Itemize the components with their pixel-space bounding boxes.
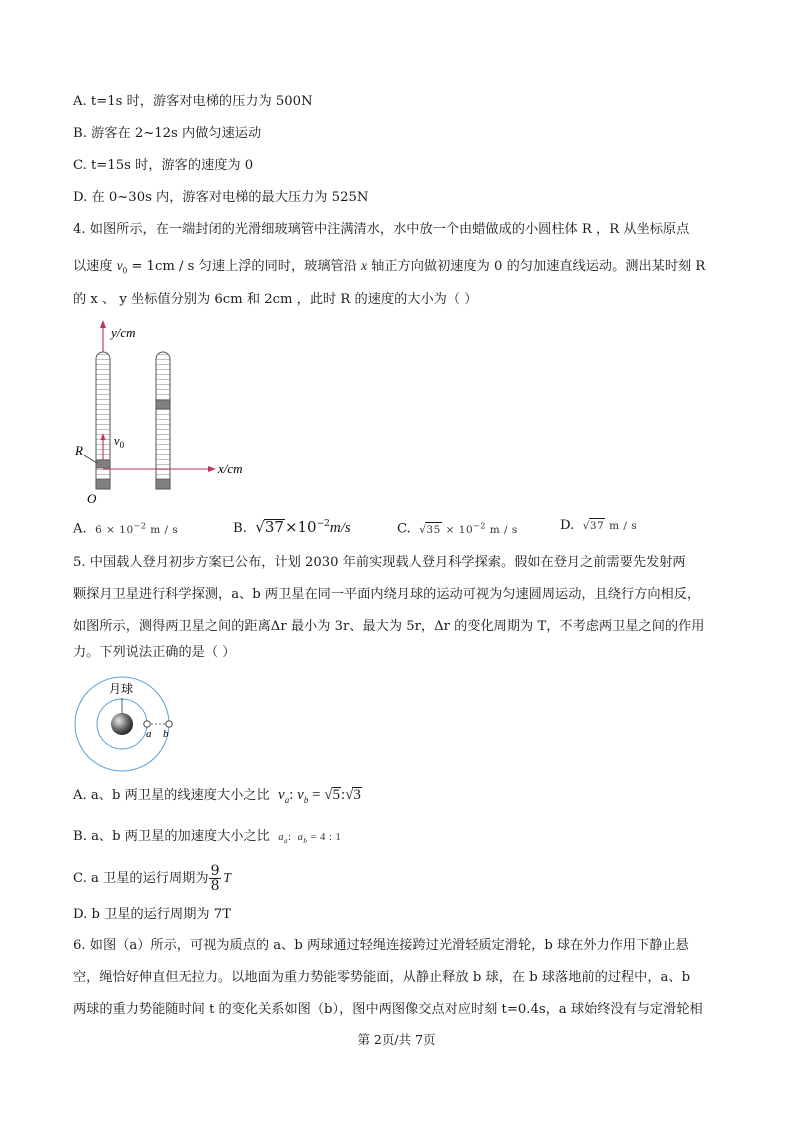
satellite-b-label: b [163, 728, 169, 740]
q4-option-b: B. $√37\times 10^{-2}m/s$ [233, 518, 351, 536]
q3-option-a: A. t=1s 时，游客对电梯的压力为 500N [73, 94, 313, 109]
q5-stem-line1: 5. 中国载人登月初步方案已公布，计划 2030 年前实现载人登月科学探索。假如在登月之前需要先发射两 [73, 555, 686, 570]
q5-option-a: A. a、b 两卫星的线速度大小之比 $v_a$: $v_b$ = √5:√3 [73, 787, 361, 805]
q4-line2-b: 匀速上浮的同时，玻璃管沿 [194, 259, 362, 274]
moon-icon [111, 713, 133, 735]
q5-option-b: B. a、b 两卫星的加速度大小之比 $a_a$: $a_b = 4$ : 1 [73, 829, 342, 846]
satellite-b-icon [166, 721, 172, 727]
q5-orbit-figure [72, 674, 182, 774]
x-axis-symbol: x [361, 258, 367, 273]
r-label: R [75, 443, 83, 458]
q4-option-d: D. √37 m / s [560, 518, 638, 533]
q4-stem-line3: 的 x 、 y 坐标值分别为 6cm 和 2cm ，此时 R 的速度的大小为（ ） [73, 292, 478, 307]
tube-left-cap [96, 479, 110, 489]
x-axis-label: x/cm [218, 461, 243, 476]
moon-label: 月球 [109, 682, 134, 696]
q5-option-c: C. a 卫星的运行周期为 $\frac{9}{8}$ T [73, 863, 231, 894]
wax-cylinder-later [156, 400, 170, 409]
y-axis-label: y/cm [111, 325, 136, 340]
q5-stem-line3: 如图所示，测得两卫星之间的距离Δr 最小为 3r、最大为 5r，Δr 的变化周期为 T，不考虑两卫星之间的作用 [73, 619, 705, 634]
q6-stem-line1: 6. 如图（a）所示，可视为质点的 a、b 两球通过轻绳连接跨过光滑轻质定滑轮，b 球在外力作用下静止悬 [73, 938, 689, 953]
satellite-a-label: a [146, 728, 152, 740]
q3-option-b: B. 游客在 2~12s 内做匀速运动 [73, 126, 262, 141]
q4-line2-c: 轴正方向做初速度为 0 的匀加速直线运动。测出某时刻 R [366, 259, 706, 274]
v0-label: $v_0$ [114, 434, 125, 450]
tube-right-cap [156, 479, 170, 489]
q6-stem-line2: 空，绳恰好伸直但无拉力。以地面为重力势能零势能面，从静止释放 b 球，在 b 球落地前的过程中，a、b [73, 970, 691, 985]
y-axis-arrow-icon [100, 320, 106, 328]
v0-symbol: $v_0$ [116, 258, 128, 276]
r-leader-line [84, 455, 97, 463]
q4-option-c: C. $√35 \times 10^{-2}$ m / s [397, 521, 518, 537]
q4-line2-a: 以速度 [73, 259, 117, 274]
satellite-a-icon [144, 721, 150, 727]
q5-stem-line2: 颗探月卫星进行科学探测，a、b 两卫星在同一平面内绕月球的运动可视为匀速圆周运动，且绕行方向相反， [73, 587, 701, 602]
q5-option-d: D. b 卫星的运行周期为 7T [73, 907, 231, 922]
q6-stem-line3: 两球的重力势能随时间 t 的变化关系如图（b），图中两图像交点对应时刻 t=0.4s，a 球始终没有与定滑轮相 [73, 1002, 703, 1017]
q3-option-c: C. t=15s 时，游客的速度为 0 [73, 158, 254, 173]
origin-label: O [87, 491, 97, 506]
q3-option-d: D. 在 0~30s 内，游客对电梯的最大压力为 525N [73, 190, 369, 205]
q4-stem-line1: 4. 如图所示，在一端封闭的光滑细玻璃管中注满清水，水中放一个由蜡做成的小圆柱体 R ，R 从坐标原点 [73, 222, 690, 237]
q4-option-a: A. $6 \times 10^{-2}$ m / s [73, 521, 179, 537]
q5-stem-line4: 力。下列说法正确的是（ ） [73, 645, 236, 660]
wax-cylinder-r [96, 460, 110, 468]
q4-stem-line2 [73, 257, 705, 280]
x-axis-arrow-icon [208, 466, 216, 472]
page-footer: 第 2页/共 7页 [357, 1032, 436, 1047]
v0-value: = 1cm / s [127, 259, 195, 274]
q4-tube-figure [70, 317, 260, 507]
